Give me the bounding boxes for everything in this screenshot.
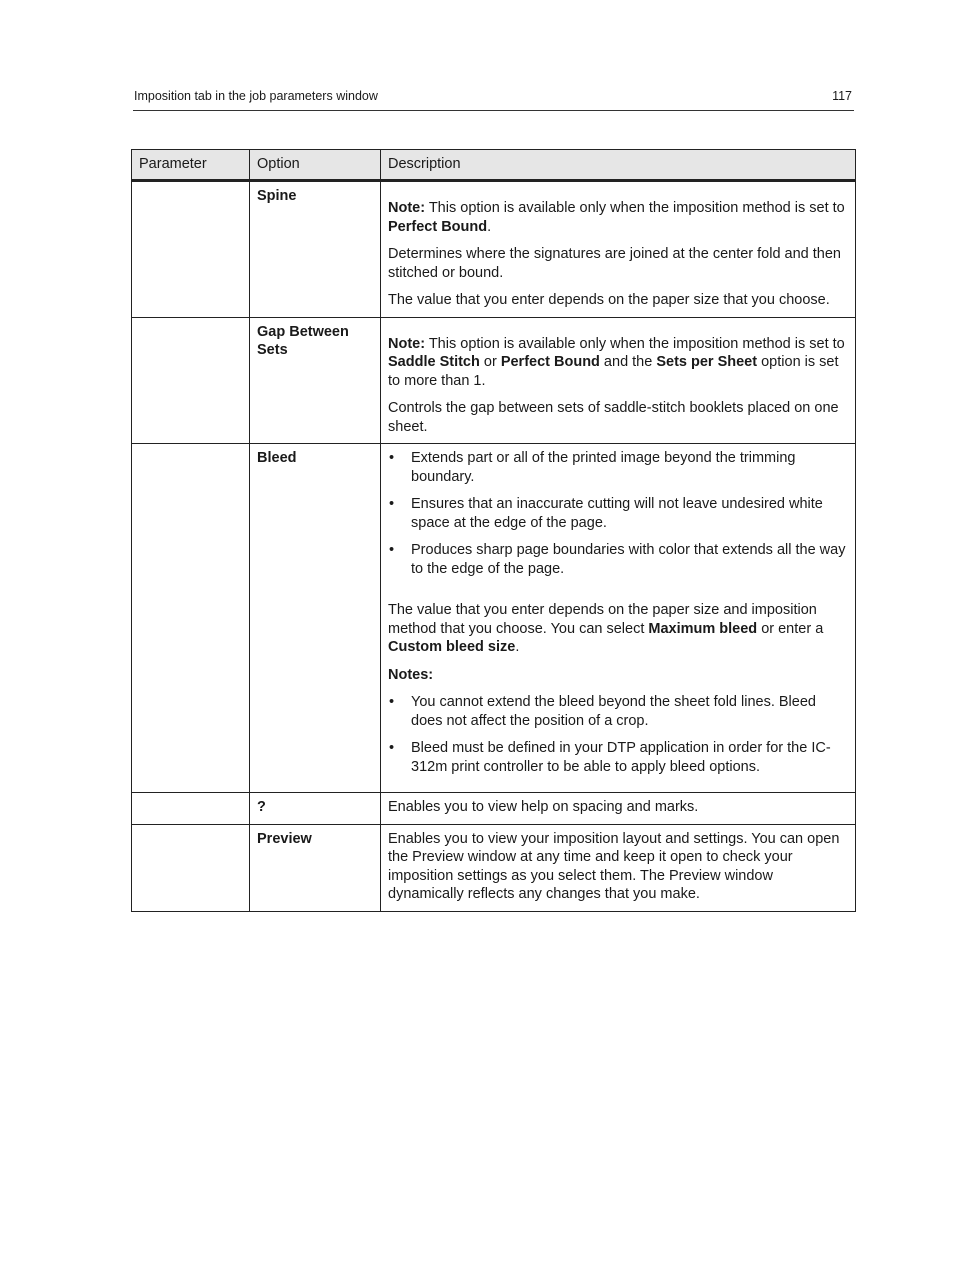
note-bold: Perfect Bound [388,218,488,235]
note-label: Note: [388,200,426,216]
parameter-cell [132,824,250,911]
bullet-text: Bleed must be defined in your DTP application in order for the IC-312m print controller to be able to apply bleed options. [411,740,831,775]
value-bold: Maximum bleed [648,620,758,637]
bleed-value-para [388,601,848,657]
table-header-row [132,150,856,181]
bullet-icon: • [389,694,395,710]
note-bold: Perfect Bound [500,354,600,370]
table-row-spine [132,181,856,318]
column-header-description: Description [381,150,856,181]
bullet-icon: • [389,450,395,466]
note-text: This option is available only when the imposition method is set to [425,200,845,216]
option-help: ? [250,793,381,825]
table-row-help [132,793,856,825]
parameter-cell [132,181,250,318]
bleed-notes-list [388,693,848,776]
value-end: . [515,639,520,655]
description-gap-between-sets [381,317,856,444]
description-bleed [381,444,856,793]
parameter-cell [132,793,250,825]
option-gap-between-sets: Gap Between Sets [250,317,381,444]
header-title: Imposition tab in the job parameters window [134,89,378,103]
description-help: Enables you to view help on spacing and marks. [381,793,856,825]
bullet-icon: • [389,496,395,512]
column-header-option: Option [250,150,381,181]
gap-para-1: Controls the gap between sets of saddle-stitch booklets placed on one sheet. [388,400,839,435]
value-bold: Custom bleed size [388,639,516,655]
notes-label: Notes: [388,666,434,683]
note-text: option is set to more than 1. [388,354,839,389]
gap-note [388,335,848,391]
spine-para-2: The value that you enter depends on the paper size that you choose. [388,292,830,308]
bleed-notes-label [388,666,848,685]
description-spine [381,181,856,318]
option-bleed: Bleed [250,444,381,793]
note-text: This option is available only when the imposition method is set to [425,335,845,352]
table-row-bleed [132,444,856,793]
value-text: The value that you enter depends on the paper size and imposition method that you choose. You can select [388,602,817,637]
page-header [133,88,854,111]
value-text: or enter a [757,620,824,637]
parameter-cell [132,317,250,444]
bullet-icon: • [389,542,395,558]
note-label: Note: [388,335,426,352]
parameters-table [131,149,856,912]
page-number: 117 [832,89,852,103]
parameter-cell [132,444,250,793]
option-spine: Spine [250,181,381,318]
table-row-gap-between-sets [132,317,856,444]
note-bold: Saddle Stitch [388,354,480,370]
list-item [388,541,848,578]
table-row-preview [132,824,856,911]
column-header-parameter: Parameter [132,150,250,181]
note-end: . [487,218,492,235]
bullet-text: Extends part or all of the printed image beyond the trimming boundary. [411,450,796,485]
spine-para-1: Determines where the signatures are joined at the center fold and then stitched or bound. [388,246,841,281]
note-text: and the [599,354,657,370]
bullet-icon: • [389,740,395,756]
bullet-text: Produces sharp page boundaries with color that extends all the way to the edge of the page. [411,542,846,577]
list-item [388,693,848,730]
bullet-text: Ensures that an inaccurate cutting will not leave undesired white space at the edge of the page. [411,496,823,531]
bleed-bullet-list [388,449,848,578]
note-bold: Sets per Sheet [656,354,758,370]
option-preview: Preview [250,824,381,911]
description-preview: Enables you to view your imposition layout and settings. You can open the Preview window at any time and keep it open to check your imposition settings as you select them. The Preview window dynamically reflects any changes that you make. [381,824,856,911]
list-item [388,495,848,532]
list-item [388,449,848,486]
bullet-text: You cannot extend the bleed beyond the sheet fold lines. Bleed does not affect the position of a crop. [411,694,816,729]
list-item [388,739,848,776]
spine-note [388,199,848,236]
note-text: or [479,354,501,370]
